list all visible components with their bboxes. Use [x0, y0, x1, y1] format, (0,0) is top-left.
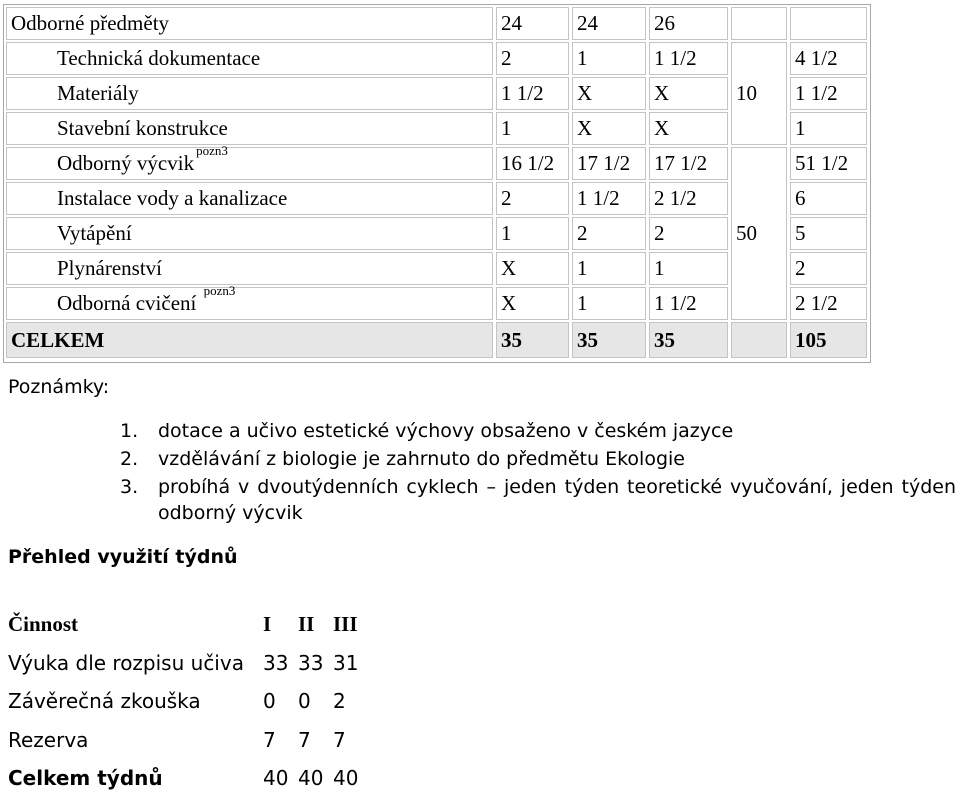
table-cell-y1: 1: [496, 112, 569, 145]
weeks-title: Přehled využití týdnů: [8, 546, 238, 568]
table-cell-y2: 1: [572, 252, 646, 285]
table-cell-total: 2 1/2: [790, 287, 867, 320]
weeks-row-label: Celkem týdnů: [8, 766, 163, 790]
table-cell-y1: 16 1/2: [496, 147, 569, 180]
table-total-y1: 35: [496, 322, 569, 358]
table-total-sum: 105: [790, 322, 867, 358]
subject-label: Odborná cvičení: [57, 291, 197, 315]
weeks-row-label: Výuka dle rozpisu učiva: [8, 651, 244, 675]
table-cell-y3: 26: [649, 7, 728, 40]
table-total-blank: [731, 322, 787, 358]
table-cell-y1: 1 1/2: [496, 77, 569, 110]
note-number: 1.: [120, 420, 139, 442]
table-row-subject: [6, 143, 493, 180]
table-row-subject: Technická dokumentace: [6, 42, 493, 75]
table-cell-total: 51 1/2: [790, 147, 867, 180]
table-row-subject: [6, 283, 493, 320]
table-cell-y2: 1: [572, 42, 646, 75]
weeks-row-col1: 7: [263, 728, 276, 752]
merged-hours-value: 50: [736, 221, 757, 245]
table-cell-y3: 2: [649, 217, 728, 250]
table-cell-y1: X: [496, 287, 569, 320]
table-cell-total: 2: [790, 252, 867, 285]
table-cell-y3: 1 1/2: [649, 287, 728, 320]
note-number: 3.: [120, 476, 139, 498]
weeks-header-col1: I: [263, 612, 272, 636]
table-cell-y2: 17 1/2: [572, 147, 646, 180]
table-cell-y1: 2: [496, 42, 569, 75]
table-row-subject: Stavební konstrukce: [6, 112, 493, 145]
table-cell-y1: X: [496, 252, 569, 285]
weeks-row-col3: 2: [333, 689, 346, 713]
total-label: CELKEM: [11, 328, 105, 352]
table-row-subject: Vytápění: [6, 217, 493, 250]
footnote-ref: pozn3: [196, 143, 228, 158]
weeks-row: [8, 687, 388, 717]
weeks-row-col1: 40: [263, 766, 289, 790]
table-total-label: [6, 322, 493, 358]
weeks-row-col2: 7: [298, 728, 311, 752]
table-row-subject: Odborné předměty: [6, 7, 493, 40]
weeks-row-col1: 33: [263, 651, 289, 675]
table-row-subject: Instalace vody a kanalizace: [6, 182, 493, 215]
notes-title: Poznámky:: [8, 376, 110, 398]
weeks-row-col3: 40: [333, 766, 359, 790]
table-row-subject: Plynárenství: [6, 252, 493, 285]
note-text: probíhá v dvoutýdenních cyklech – jeden týden teoretické vyučování, jeden týden odborný výcvik: [158, 476, 956, 524]
table-cell-total: 4 1/2: [790, 42, 867, 75]
note-item: [120, 446, 956, 472]
weeks-header: [8, 610, 388, 640]
weeks-row: [8, 726, 388, 756]
weeks-row-label: Rezerva: [8, 728, 89, 752]
weeks-row-col3: 31: [333, 651, 359, 675]
table-cell-y3: 17 1/2: [649, 147, 728, 180]
table-cell-y2: 1 1/2: [572, 182, 646, 215]
table-cell-total: 6: [790, 182, 867, 215]
table-cell-y2: 1: [572, 287, 646, 320]
weeks-header-col3: III: [333, 612, 358, 636]
table-cell-total: 1: [790, 112, 867, 145]
table-cell-y2: X: [572, 112, 646, 145]
merged-hours-value: 10: [736, 81, 757, 105]
table-cell-y3: 1 1/2: [649, 42, 728, 75]
weeks-row: [8, 649, 388, 679]
weeks-total-row: [8, 764, 388, 794]
table-cell-y3: X: [649, 112, 728, 145]
table-cell-y3: X: [649, 77, 728, 110]
table-cell-total: 5: [790, 217, 867, 250]
table-cell-y3: 1: [649, 252, 728, 285]
table-cell-merged-hours: [731, 147, 787, 320]
note-item: [120, 474, 956, 530]
note-number: 2.: [120, 448, 139, 470]
curriculum-table: [3, 4, 871, 363]
table-total-y2: 35: [572, 322, 646, 358]
weeks-row-col1: 0: [263, 689, 276, 713]
table-cell-merged-hours: [731, 42, 787, 145]
table-row-subject: Materiály: [6, 77, 493, 110]
weeks-row-col2: 40: [298, 766, 324, 790]
note-text: dotace a učivo estetické výchovy obsaženo v českém jazyce: [158, 420, 734, 442]
weeks-row-col3: 7: [333, 728, 346, 752]
weeks-row-label: Závěrečná zkouška: [8, 689, 201, 713]
table-cell-blank: [731, 7, 787, 40]
table-total-y3: 35: [649, 322, 728, 358]
table-cell-y2: X: [572, 77, 646, 110]
table-cell-y3: 2 1/2: [649, 182, 728, 215]
note-item: [120, 418, 956, 444]
weeks-row-col2: 33: [298, 651, 324, 675]
table-cell-total: [790, 7, 867, 40]
table-cell-y2: 24: [572, 7, 646, 40]
table-cell-y1: 1: [496, 217, 569, 250]
note-text: vzdělávání z biologie je zahrnuto do předmětu Ekologie: [158, 448, 685, 470]
weeks-header-label: Činnost: [8, 612, 79, 636]
weeks-row-col2: 0: [298, 689, 311, 713]
subject-label: Odborný výcvik: [57, 151, 195, 175]
table-cell-y2: 2: [572, 217, 646, 250]
footnote-ref: pozn3: [203, 283, 236, 298]
weeks-header-col2: II: [298, 612, 315, 636]
table-cell-total: 1 1/2: [790, 77, 867, 110]
table-cell-y1: 2: [496, 182, 569, 215]
table-cell-y1: 24: [496, 7, 569, 40]
